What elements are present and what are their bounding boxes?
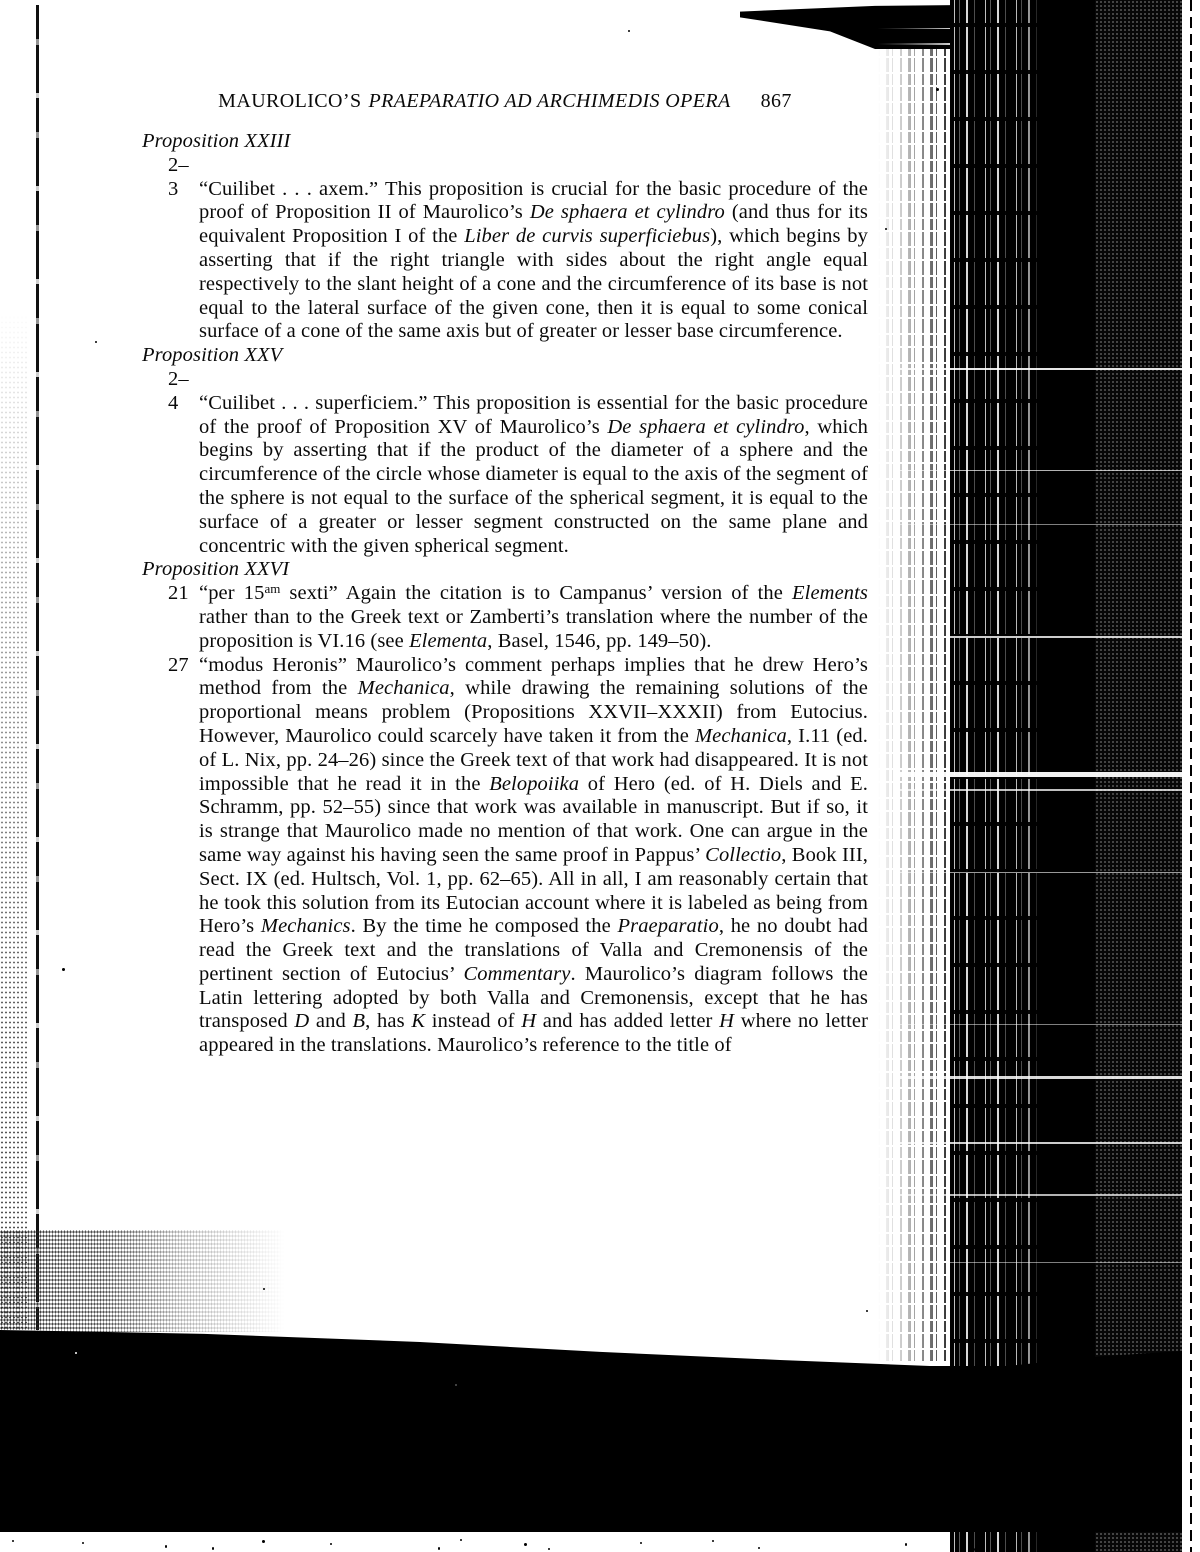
page-gap-highlight: [900, 368, 1182, 370]
dust-speck: [1142, 1545, 1144, 1547]
commentary-text-block: [142, 130, 868, 1058]
dust-speck: [263, 1288, 265, 1290]
page-edge-streak-transition: [878, 28, 973, 1363]
left-margin-scan-noise: [0, 310, 27, 1340]
dust-speck: [82, 1542, 84, 1544]
page-gap-highlight: [900, 789, 1182, 791]
page-gap-highlight: [900, 1076, 1182, 1079]
page-gap-highlight: [900, 1024, 1182, 1025]
note-item: [142, 368, 868, 558]
page-gap-highlight: [900, 772, 1182, 777]
note-label: 2–4: [168, 367, 189, 414]
dust-speck: [460, 1539, 462, 1541]
dust-speck: [95, 341, 97, 343]
dust-speck: [866, 1310, 868, 1312]
note-label: 2–3: [168, 153, 189, 200]
bottom-scan-shadow: [0, 1325, 1200, 1532]
note-label: 21: [168, 582, 189, 605]
running-head-book-title: PRAEPARATIO AD ARCHIMEDIS OPERA: [368, 90, 731, 112]
dust-speck: [905, 1543, 907, 1546]
note-label: 27: [168, 653, 189, 676]
note-text: “modus Heronis” Maurolico’s comment perhaps implies that he drew Hero’s method from the Mechanica, while drawing the remaining solutions of the proportional means problem (Propositions XXVII–XXXII) from Eutocius. However, Maurolico could scarcely have taken it from the Mechanica, I.11 (ed. of L. Nix, pp. 24–26) since the Greek text of that work had disappeared. It is not impossible that he read it in the Belopoiika of Hero (ed. of H. Diels and E. Schramm, pp. 52–55) since that work was available in manuscript. But if so, it is strange that Maurolico made no mention of that work. One can argue in the same way against his having seen the same proof in Pappus’ Collectio, Book III, Sect. IX (ed. Hultsch, Vol. 1, pp. 62–65). All in all, I am reasonably certain that he took this solution from its Eutocian account where it is labeled as being from Hero’s Mechanics. By the time he composed the Praeparatio, he no doubt had read the Greek text and the translations of Valla and Cremonensis of the pertinent section of Eutocius’ Commentary. Maurolico’s diagram follows the Latin lettering adopted by both Valla and Cremonensis, except that he has transposed D and B, has K instead of H and has added letter H where no letter appeared in the translations. Maurolico’s reference to the title of: [199, 653, 869, 1057]
book-fore-edge-halftone: [1095, 0, 1182, 1552]
dust-speck: [12, 1540, 14, 1542]
dust-speck: [758, 1547, 760, 1549]
dust-speck: [62, 968, 65, 971]
note-item: [142, 582, 868, 653]
book-fore-edge-solid: [1045, 0, 1105, 1552]
note-text: “Cuilibet . . . axem.” This proposition is crucial for the basic procedure of the proof of Proposition II of Maurolico’s De sphaera et cylindro (and thus for its equivalent Proposition I of the Liber de curvis superficiebus), which begins by asserting that if the right triangle with sides about the right angle equal respectively to the slant height of a cone and the circumference of its base is not equal to the lateral surface of the given cone, then it is equal to some conical surface of a cone of the same axis but of greater or lesser base circumference.: [199, 177, 869, 343]
dust-speck: [75, 1352, 77, 1354]
right-margin-strip: [1182, 0, 1200, 1552]
page-number: 867: [760, 90, 792, 112]
note-text: “Cuilibet . . . superficiem.” This proposition is essential for the basic procedure of the proof of Proposition XV of Maurolico’s De sphaera et cylindro, which begins by asserting that if the product of the diameter of a sphere and the circumference of the circle whose diameter is equal to the axis of the segment of the sphere is not equal to the surface of the spherical segment, it is equal to the surface of a greater or lesser segment constructed on the same plane and concentric with the given spherical segment.: [199, 391, 868, 557]
dust-speck: [640, 1542, 642, 1544]
right-margin-scan-rule: [1190, 0, 1192, 1552]
bottom-left-scan-noise: [0, 1230, 300, 1332]
running-head: [142, 90, 868, 113]
dust-speck: [438, 1547, 440, 1550]
dust-speck: [165, 1545, 167, 1548]
dust-speck: [1048, 1541, 1050, 1543]
book-fore-edge-streaks: [950, 0, 1068, 1552]
note-item: [142, 154, 868, 344]
note-item: [142, 654, 868, 1059]
dust-speck: [972, 1548, 975, 1551]
page-gap-highlight: [900, 1194, 1182, 1196]
left-margin-scan-rule: [36, 5, 39, 1330]
dust-speck: [262, 1540, 265, 1543]
dust-speck: [548, 1548, 550, 1550]
running-head-author: MAUROLICO’S: [218, 90, 362, 112]
page-gap-highlight: [900, 636, 1182, 638]
dust-speck: [628, 30, 630, 32]
dust-speck: [212, 1547, 214, 1550]
dust-speck: [885, 228, 887, 230]
note-text: “per $15^{am}$ sexti” Again the citation is to Campanus’ version of the Elements rather than to the Greek text or Zamberti’s translation where the number of the proposition is VI.16 (see Elementa, Basel, 1546, pp. 149–50).: [199, 581, 868, 652]
page-gap-highlight: [900, 1142, 1182, 1144]
dust-speck: [524, 1543, 527, 1546]
dust-speck: [712, 1540, 714, 1542]
page-gap-highlight: [900, 872, 1182, 873]
dust-speck: [330, 1543, 332, 1545]
proposition-heading-xxvi: Proposition XXVI: [142, 558, 290, 581]
proposition-heading-xxv: Proposition XXV: [142, 344, 283, 367]
dust-speck: [455, 1384, 457, 1386]
top-edge-scan-shadow: [740, 5, 965, 49]
dust-speck: [936, 88, 939, 91]
page-gap-highlight: [900, 524, 1182, 525]
page-gap-highlight: [900, 1262, 1182, 1263]
page-gap-highlight: [900, 470, 1182, 471]
proposition-heading-xxiii: Proposition XXIII: [142, 130, 291, 152]
